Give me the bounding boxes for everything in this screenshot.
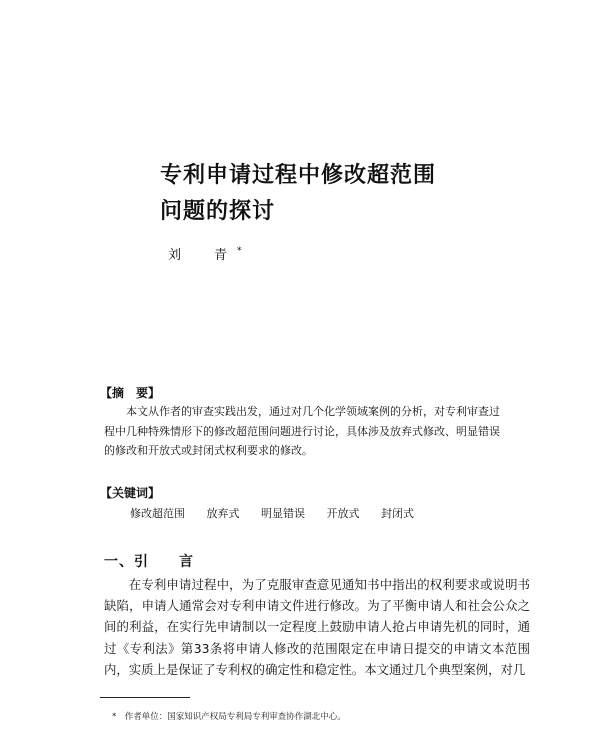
body-paragraph: 在专利申请过程中，为了克服审查意见通知书中指出的权利要求或说明书缺陷，申请人通常会对专利申请文件进行修改。为了平衡申请人和社会公众之间的利益，在实行先申请制以一定程度上鼓励申请人抢占申请先机的同时，通过《专利法》第33条将申请人修改的范围限定在申请日提交的申请文本范围内，实质上是保证了专利权的确定性和稳定性。本文通过几个典型案例，对几 [104,577,530,677]
keyword-item: 明显错误 [261,507,305,520]
keyword-item: 放弃式 [206,507,240,520]
article-title-line-2: 问题的探讨 [160,199,276,224]
keyword-item: 开放式 [326,507,360,520]
author-name: 刘 青 [168,248,238,263]
abstract-text: 本文从作者的审查实践出发，通过对几个化学领域案例的分析，对专利审查过程中几种特殊情形下的修改超范围问题进行讨论，具体涉及放弃式修改、明显错误的修改和开放式或封闭式权利要求的修改。 [104,405,500,457]
footnote-divider [100,697,190,698]
article-title-line-1: 专利申请过程中修改超范围 [160,163,437,188]
section-heading [104,551,194,571]
author [168,244,242,263]
keyword-item: 修改超范围 [130,507,185,520]
section-number: 一、引 [104,554,149,570]
keyword-item: 封闭式 [381,507,414,520]
footnote: * 作者单位：国家知识产权局专利局专利审查协作湖北中心。 [112,712,346,722]
keywords-heading: 【关键词】 [100,486,161,500]
author-footnote-mark: * [237,246,242,257]
abstract-heading: 【摘 要】 [100,386,161,400]
section-title: 言 [179,554,194,570]
body-text [104,574,530,680]
keywords-list [130,505,432,521]
